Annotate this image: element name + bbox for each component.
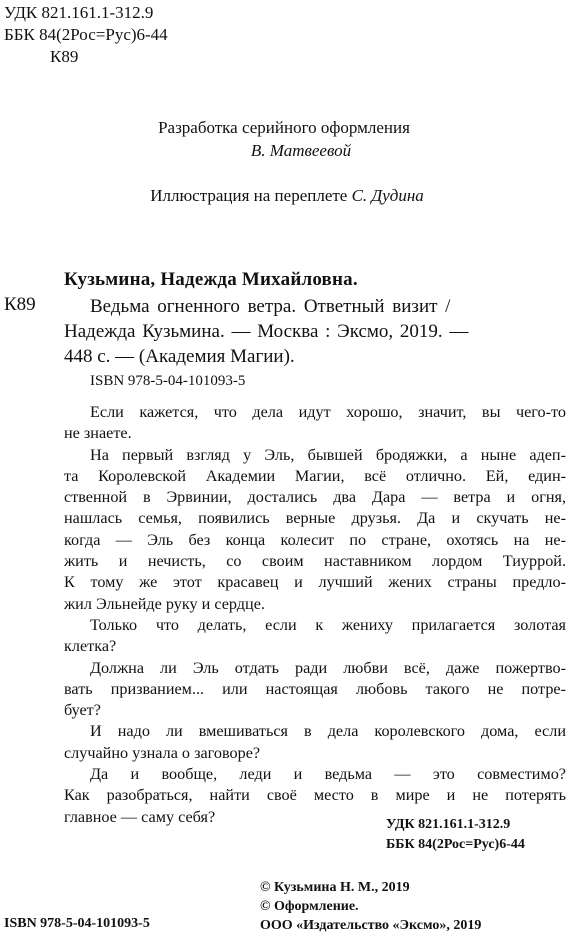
annotation-line: На первый взгляд у Эль, бывшей бродяжки, а ныне адеп- <box>90 445 566 464</box>
biblio-line: Надежда Кузьмина. — Москва : Эксмо, 2019. — <box>64 321 469 342</box>
illustration-name: С. Дудина <box>351 186 424 205</box>
footer-udk: УДК 821.161.1-312.9 <box>386 817 511 832</box>
annotation-line: главное — саму себя? <box>64 807 216 826</box>
illustration-label: Иллюстрация на переплете <box>150 186 348 205</box>
annotation-line: Если кажется, что дела идут хорошо, значит, вы чего-то <box>90 403 566 421</box>
copyright-design: © Оформление. <box>260 899 359 914</box>
copyright-publisher: ООО «Издательство «Эксмо», 2019 <box>260 918 482 933</box>
annotation-text <box>64 402 566 828</box>
bibliographic-description <box>64 294 564 369</box>
biblio-line: Ведьма огненного ветра. Ответный визит / <box>90 296 451 317</box>
annotation-line: И надо ли вмешиваться в дела королевского дома, если <box>90 722 566 741</box>
annotation-line: жил Эльнейде руку и сердце. <box>64 594 265 613</box>
annotation-line: Только что делать, если к жениху прилагается золотая <box>90 615 566 634</box>
bbk-code: ББК 84(2Рос=Рус)6-44 <box>4 25 168 44</box>
design-credit-name: В. Матвеевой <box>250 141 352 160</box>
copyright-author: © Кузьмина Н. М., 2019 <box>260 880 410 895</box>
annotation-line: Да и вообще, леди и ведьма — это совместимо? <box>90 765 566 784</box>
top-classification-codes <box>4 2 168 68</box>
design-credit-label: Разработка серийного оформления <box>158 118 410 137</box>
copyright-block <box>260 878 481 935</box>
author-mark: К89 <box>50 47 79 66</box>
annotation-line: случайно узнала о заговоре? <box>64 743 261 762</box>
annotation-line: вать призванием... или настоящая любовь такого не потре- <box>64 679 566 698</box>
footer-bbk: ББК 84(2Рос=Рус)6-44 <box>386 837 525 852</box>
biblio-line: 448 с. — (Академия Магии). <box>64 346 295 367</box>
annotation-line: ственной в Эрвинии, достались два Дара — ветра и огня, <box>64 488 566 507</box>
footer-isbn: ISBN 978-5-04-101093-5 <box>4 916 150 931</box>
annotation-line: Должна ли Эль отдать ради любви всё, даже пожертво- <box>90 658 566 677</box>
annotation-line: та Королевской Академии Магии, всё отлично. Ей, един- <box>64 466 566 485</box>
annotation-line: не знаете. <box>64 424 132 443</box>
annotation-line: когда — Эль без конца колесит по стране, охотясь на не- <box>64 530 566 549</box>
bibliographic-isbn: ISBN 978-5-04-101093-5 <box>90 373 246 389</box>
annotation-line: нашлась семья, появились верные друзья. Да и скучать не- <box>64 509 566 528</box>
annotation-line: бует? <box>64 701 101 720</box>
bibliographic-author: Кузьмина, Надежда Михайловна. <box>64 269 358 290</box>
annotation-line: К тому же этот красавец и лучший жених страны предло- <box>64 573 566 592</box>
annotation-line: клетка? <box>64 637 117 656</box>
annotation-line: Как разобраться, найти своё место в мире и не потерять <box>64 786 566 805</box>
annotation-line: жить и нечисть, со своим наставником лордом Тиуррой. <box>64 552 566 571</box>
bibliographic-mark: К89 <box>4 294 36 315</box>
illustration-credit <box>0 186 568 206</box>
bottom-classification-codes <box>386 815 525 855</box>
udk-code: УДК 821.161.1-312.9 <box>4 3 154 22</box>
